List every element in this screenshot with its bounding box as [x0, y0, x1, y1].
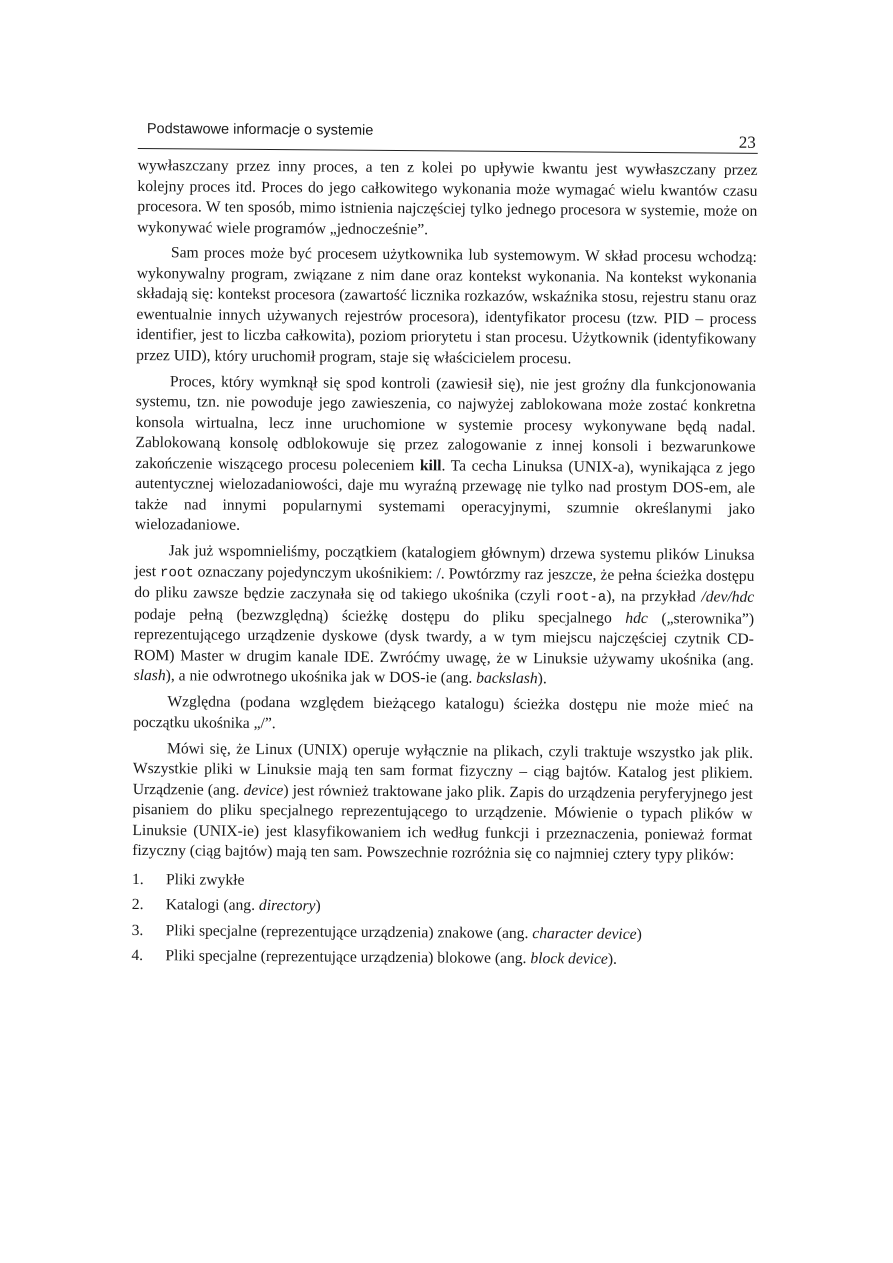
paragraph-2: Sam proces może być procesem użytkownika lub systemowym. W skład procesu wchodzą: wykonywalny program, związane z nim dane oraz kontekst wykonania. Na kontekst wykonania składają się: kontekst procesora (zawartość licznika rozkazów, wskaźnika stosu, rejestru stanu oraz ewentualnie innych używanych rejestrów procesora), identyfikator procesu (tzw. PID – process identifier, jest to liczba całkowita), poziom priorytetu i stan procesu. Użytkownik (identyfikowany przez UID), który uruchomił program, staje się właścicielem procesu. — [136, 244, 757, 368]
text-run: Proces, który wymknął się spod kontroli (zawiesił się), nie jest groźny dla funkcjonowania systemu, tzn. nie powoduje jego zawieszenia, co najwyżej zablokowana może zostać konkretna konsola wirtualna, lecz inne uruchomione w systemie procesy wykonywane będą nadal. Zablokowaną konsolę odblokowuje się przez zalogowanie z innej konsoli i bezwarunkowe zakończenie wiszącego procesu poleceniem — [135, 373, 756, 475]
term-device: device — [243, 781, 284, 799]
text-run: podaje pełną (bezwzględną) ścieżkę dostępu do pliku specjalnego — [134, 605, 626, 627]
page-number: 23 — [738, 132, 756, 152]
text-run: . Ta cecha Linuksa (UNIX-a), wynikająca z jego autentycznej wielozadaniowości, daje mu wyraźną przewagę nie tylko nad prostym DOS-em, ale także nad innymi popularnymi systemami operacyjnymi, szumnie określanymi jako wielozadaniowe. — [134, 457, 756, 535]
list-text-end: ). — [607, 950, 618, 969]
list-text: Pliki specjalne (reprezentujące urządzenia) blokowe (ang. — [165, 947, 531, 968]
list-item — [132, 895, 752, 920]
text-run: ), na przykład — [606, 588, 702, 606]
list-text-end: ) — [636, 925, 642, 943]
path-dev-hdc: /dev/hdc — [701, 588, 755, 607]
term-hdc: hdc — [625, 609, 648, 627]
code-root: root — [160, 565, 194, 582]
text-run: ), a nie odwrotnego ukośnika jak w DOS-ie (ang. — [165, 667, 477, 688]
document-page — [131, 118, 758, 977]
term-slash: slash — [133, 667, 166, 685]
list-text: Pliki specjalne (reprezentujące urządzenia) znakowe (ang. — [165, 922, 533, 942]
paragraph-6 — [132, 739, 753, 867]
text-run: („sterownika”) reprezentującego urządzenie dyskowe (dysk twardy, a w tym miejscu najczęściej czytnik CD-ROM) Master w drugim kanale IDE. Zwróćmy uwagę, że w Linuksie używamy ukośnika (ang. — [133, 609, 755, 669]
list-item — [132, 921, 752, 946]
chapter-title: Podstawowe informacje o systemie — [146, 121, 374, 139]
list-number: 4. — [131, 947, 144, 965]
list-term: character device — [532, 924, 637, 943]
body-text — [131, 156, 757, 972]
term-backslash: backslash — [476, 670, 538, 688]
list-item — [132, 870, 752, 895]
command-kill: kill — [419, 457, 442, 475]
list-number: 2. — [131, 896, 144, 914]
list-text-end: ) — [315, 897, 321, 915]
text-run: Mówi się, że Linux (UNIX) operuje wyłącznie na plikach, czyli traktuje wszystko jak plik. Wszystkie pliki w Linuksie mają ten sam format fizyczny – ciąg bajtów. Katalog jest plikiem. Urządzenie (ang. — [132, 740, 754, 799]
text-run: oznaczany pojedynczym ukośnikiem: /. Powtórzmy raz jeszcze, że pełna ścieżka dostępu do pliku zawsze będzie zaczynała się od takiego ukośnika (czyli — [134, 563, 755, 605]
paragraph-3 — [135, 372, 756, 541]
text-run: Jak już wspomnieliśmy, początkiem (katalogiem głównym) drzewa systemu plików Linuksa jest — [134, 542, 755, 581]
running-header — [138, 118, 758, 154]
code-root-a: root-a — [555, 589, 607, 607]
list-item — [131, 946, 751, 971]
list-number: 3. — [131, 921, 144, 939]
list-number: 1. — [131, 870, 144, 888]
text-run: ). — [537, 670, 547, 688]
paragraph-5: Względna (podana względem bieżącego katalogu) ścieżka dostępu nie może mieć na początku ukośnika „/”. — [133, 693, 754, 732]
list-term: directory — [258, 897, 316, 915]
text-run: ) jest również traktowane jako plik. Zapis do urządzenia peryferyjnego jest pisaniem do pliku specjalnego reprezentującego to urządzenie. Mówienie o typach plików w Linuksie (UNIX-ie) jest klasyfikowaniem ich według funkcji i przeznaczenia, ponieważ format fizyczny (ciąg bajtów) mają ten sam. Powszechnie rozróżnia się co najmniej cztery typy plików: — [132, 781, 753, 864]
file-types-list — [131, 870, 752, 972]
paragraph-4 — [134, 541, 755, 691]
list-term: block device — [530, 950, 608, 968]
list-text: Katalogi (ang. — [165, 896, 259, 915]
list-text: Pliki zwykłe — [165, 871, 245, 889]
paragraph-1: wywłaszczany przez inny proces, a ten z kolei po upływie kwantu jest wywłaszczany przez kolejny proces itd. Proces do jego całkowitego wykonania może wymagać wielu kwantów czasu procesora. W ten sposób, mimo istnienia najczęściej tylko jednego procesora w systemie, może on wykonywać wiele programów „jednocześnie”. — [137, 156, 758, 238]
